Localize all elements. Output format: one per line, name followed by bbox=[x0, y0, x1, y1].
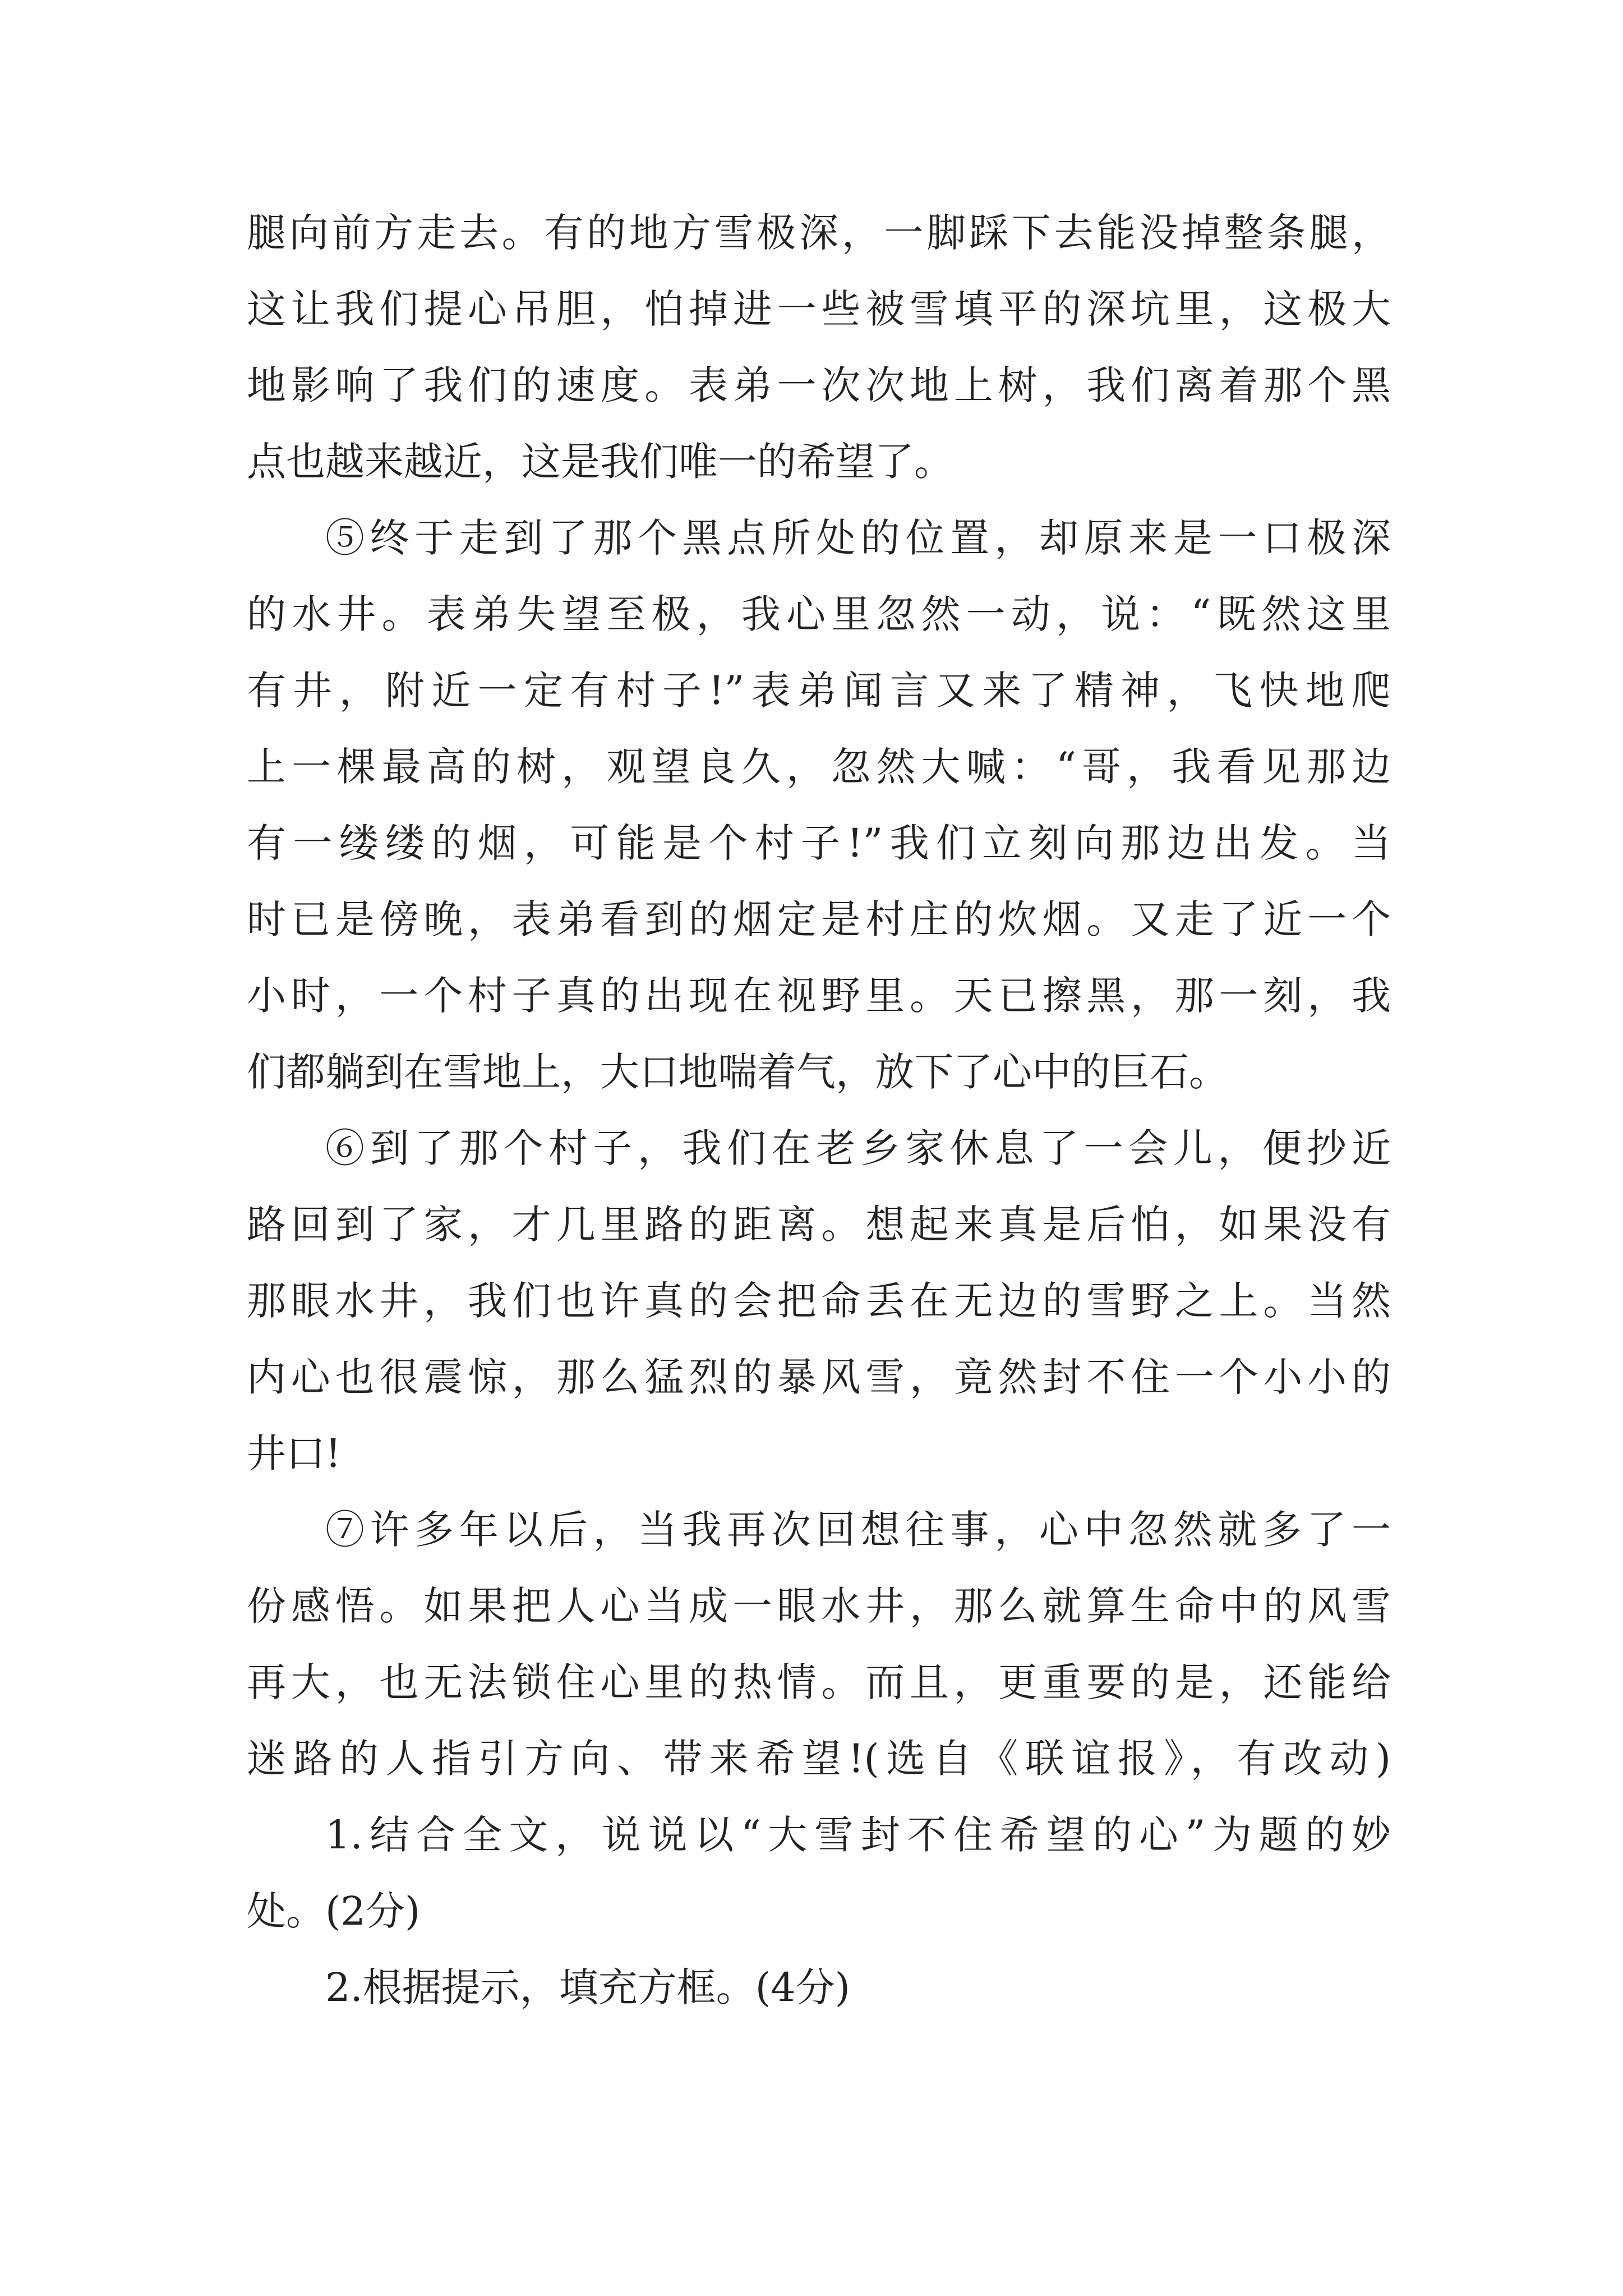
text-line: 那眼水井，我们也许真的会把命丢在无边的雪野之上。当然 bbox=[247, 1278, 1391, 1324]
text-line: 腿向前方走去。有的地方雪极深，一脚踩下去能没掉整条腿， bbox=[247, 210, 1391, 256]
paragraph-7-start: ⑦许多年以后，当我再次回想往事，心中忽然就多了一 bbox=[325, 1507, 1391, 1553]
text-line: 这让我们提心吊胆，怕掉进一些被雪填平的深坑里，这极大 bbox=[247, 286, 1391, 332]
text-line: 路回到了家，才几里路的距离。想起来真是后怕，如果没有 bbox=[247, 1202, 1391, 1248]
paragraph-5-start: ⑤终于走到了那个黑点所处的位置，却原来是一口极深 bbox=[325, 515, 1391, 561]
text-line: 小时，一个村子真的出现在视野里。天已擦黑，那一刻，我 bbox=[247, 973, 1391, 1019]
text-line: 内心也很震惊，那么猛烈的暴风雪，竟然封不住一个小小的 bbox=[247, 1354, 1391, 1400]
text-line: 的水井。表弟失望至极，我心里忽然一动，说：“既然这里 bbox=[247, 591, 1391, 637]
text-line: 份感悟。如果把人心当成一眼水井，那么就算生命中的风雪 bbox=[247, 1583, 1391, 1629]
question-1: 1.结合全文，说说以“大雪封不住希望的心”为题的妙 bbox=[325, 1812, 1391, 1858]
text-line: 们都躺到在雪地上，大口地喘着气，放下了心中的巨石。 bbox=[247, 1049, 1228, 1095]
text-line: 有一缕缕的烟，可能是个村子!”我们立刻向那边出发。当 bbox=[247, 820, 1391, 866]
question-2: 2.根据提示，填充方框。(4分) bbox=[325, 1964, 850, 2010]
question-1-continued: 处。(2分) bbox=[247, 1888, 421, 1934]
text-line: 点也越来越近，这是我们唯一的希望了。 bbox=[247, 439, 953, 485]
text-line: 地影响了我们的速度。表弟一次次地上树，我们离着那个黑 bbox=[247, 362, 1391, 408]
paragraph-6-start: ⑥到了那个村子，我们在老乡家休息了一会儿，便抄近 bbox=[325, 1125, 1391, 1171]
text-line: 井口! bbox=[247, 1430, 342, 1476]
text-line: 再大，也无法锁住心里的热情。而且，更重要的是，还能给 bbox=[247, 1659, 1391, 1705]
text-line: 迷路的人指引方向、带来希望!(选自《联谊报》，有改动) bbox=[247, 1736, 1391, 1782]
text-line: 上一棵最高的树，观望良久，忽然大喊：“哥，我看见那边 bbox=[247, 744, 1391, 790]
text-line: 有井，附近一定有村子!”表弟闻言又来了精神，飞快地爬 bbox=[247, 668, 1391, 714]
text-line: 时已是傍晚，表弟看到的烟定是村庄的炊烟。又走了近一个 bbox=[247, 896, 1391, 942]
